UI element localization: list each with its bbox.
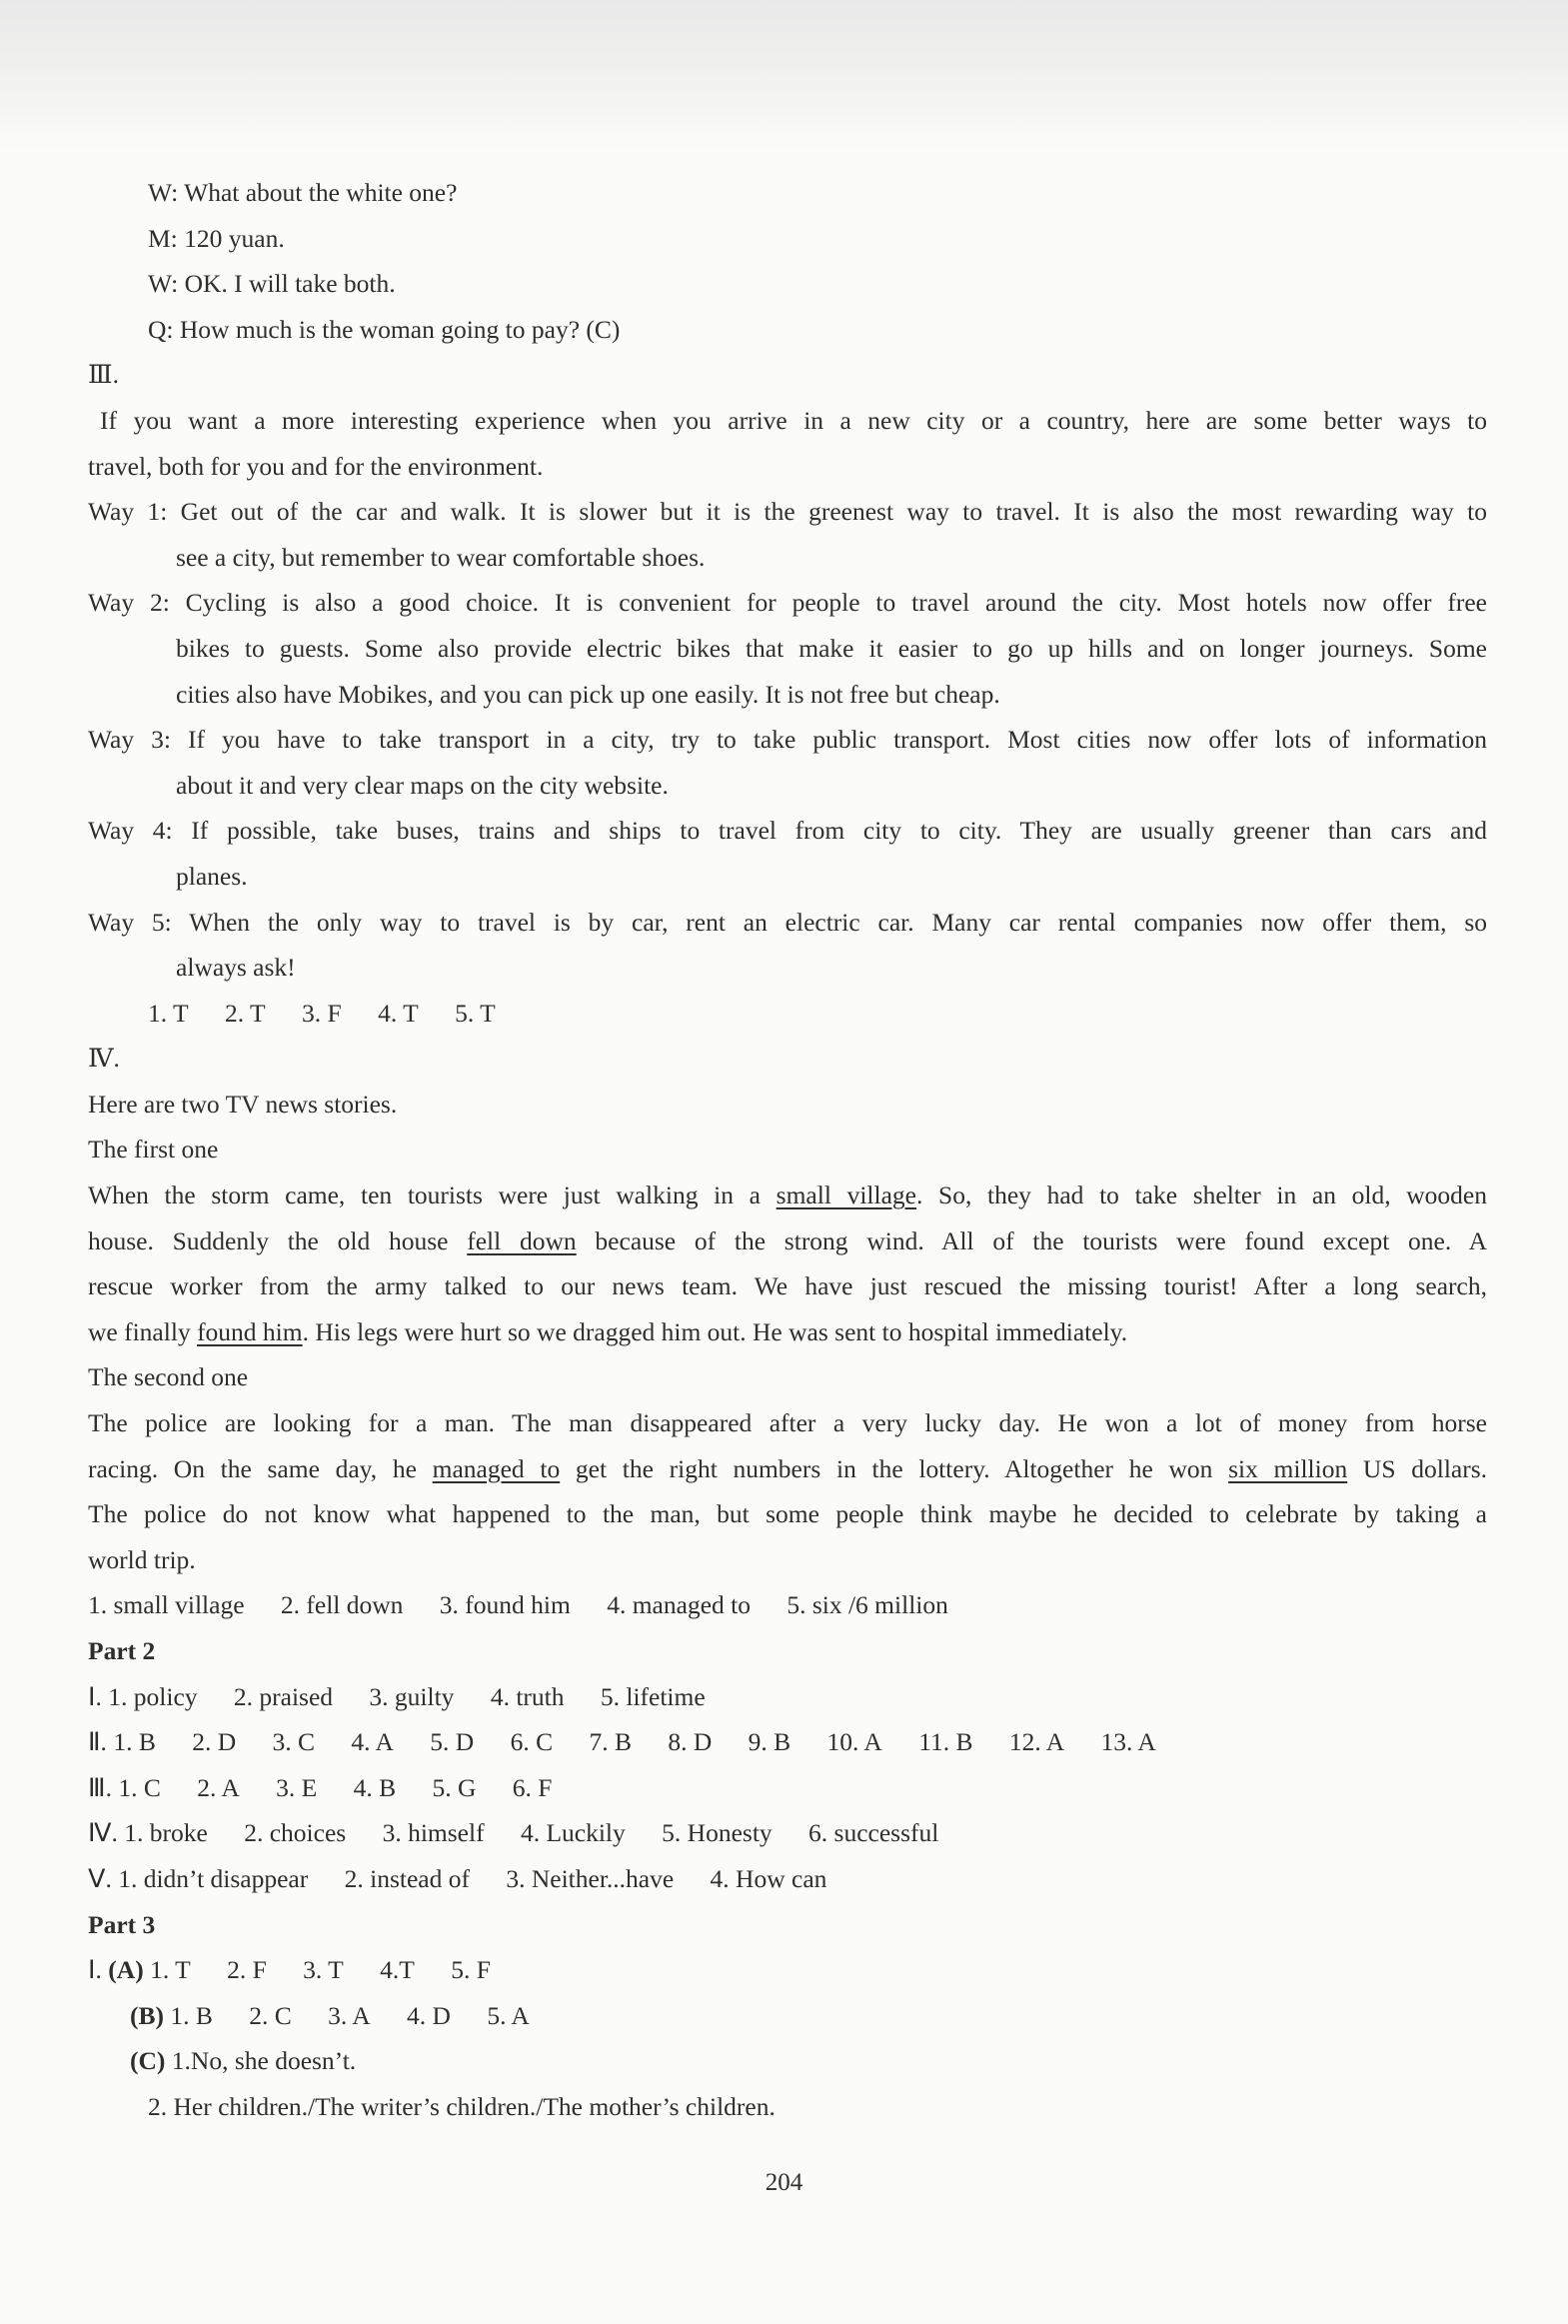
way-4-text: Way 4: If possible, take buses, trains and ships to travel from city to city. They are usually greener than cars and <box>88 816 1487 846</box>
dialog-line: W: OK. I will take both. <box>148 269 396 299</box>
dialog-question: Q: How much is the woman going to pay? (C) <box>148 314 621 344</box>
answer-item: 1. small village <box>88 1590 245 1620</box>
way-5-text: always ask! <box>176 953 296 983</box>
answer-row: Ⅰ. 1. policy 2. praised 3. guilty 4. truth 5. lifetime <box>88 1681 706 1711</box>
way-2-text: cities also have Mobikes, and you can pick up one easily. It is not free but cheap. <box>176 679 1000 709</box>
answer-row: Ⅳ. 1. broke 2. choices 3. himself 4. Luckily 5. Honesty 6. successful <box>88 1818 939 1848</box>
part-title: Part 3 <box>88 1909 156 1939</box>
dialog-line: W: What about the white one? <box>148 178 458 207</box>
page-content <box>88 170 1487 2130</box>
underlined-answer: found him <box>197 1316 303 1346</box>
intro-text: travel, both for you and for the environment. <box>88 451 544 481</box>
story-text: When the storm came, ten tourists were just walking in a small village. So, they had to take shelter in an old, wooden <box>88 1180 1487 1210</box>
answer-row: Ⅲ. 1. C 2. A 3. E 4. B 5. G 6. F <box>88 1772 553 1802</box>
way-2-text: Way 2: Cycling is also a good choice. It is convenient for people to travel around the city. Most hotels now offer free <box>88 588 1487 618</box>
answer-item: 3. found him <box>439 1590 571 1620</box>
answer-row: (B) 1. B 2. C 3. A 4. D 5. A <box>130 2000 530 2030</box>
answer-row <box>88 991 1487 1037</box>
way-3-text: Way 3: If you have to take transport in a city, try to take public transport. Most cities now offer lots of information <box>88 725 1487 755</box>
story-text: we finally found him. His legs were hurt so we dragged him out. He was sent to hospital immediately. <box>88 1316 1128 1346</box>
answer-item: 5. six /6 million <box>786 1590 948 1620</box>
way-2-text: bikes to guests. Some also provide electric bikes that make it easier to go up hills and on longer journeys. Some <box>176 633 1487 663</box>
section-heading-3: Ⅲ. <box>88 360 119 390</box>
underlined-answer: six million <box>1228 1453 1348 1483</box>
answer-row: Ⅱ. 1. B 2. D 3. C 4. A 5. D 6. C 7. B 8. D 9. B 10. A 11. B 12. A 13. A <box>88 1727 1156 1757</box>
story-text: The police are looking for a man. The man disappeared after a very lucky day. He won a lot of money from horse <box>88 1408 1487 1438</box>
answer-row: Ⅴ. 1. didn’t disappear 2. instead of 3. Neither...have 4. How can <box>88 1863 827 1893</box>
way-1-text: Way 1: Get out of the car and walk. It is slower but it is the greenest way to travel. It is also the most rewarding way to <box>88 497 1487 527</box>
dialog-line: M: 120 yuan. <box>148 223 285 253</box>
answer-item: 1. T <box>148 998 189 1028</box>
story-text: world trip. <box>88 1544 196 1574</box>
section-heading-4: Ⅳ. <box>88 1044 120 1074</box>
story-text: The police do not know what happened to the man, but some people think maybe he decided to celebrate by taking a <box>88 1499 1487 1529</box>
answer-item: 4. T <box>378 998 419 1028</box>
answer-item: 3. F <box>302 998 342 1028</box>
way-3-text: about it and very clear maps on the city website. <box>176 770 669 800</box>
story-text: house. Suddenly the old house fell down because of the strong wind. All of the tourists were found except one. A <box>88 1225 1488 1255</box>
answer-row <box>88 1582 1487 1628</box>
part-title: Part 2 <box>88 1636 156 1665</box>
answer-row: 2. Her children./The writer’s children./The mother’s children. <box>148 2091 776 2121</box>
underlined-answer: small village <box>776 1180 916 1210</box>
story-title: The first one <box>88 1135 219 1164</box>
story-text: racing. On the same day, he managed to get the right numbers in the lottery. Altogether he won six million US dollars. <box>88 1453 1488 1483</box>
story-intro: Here are two TV news stories. <box>88 1089 398 1119</box>
story-title: The second one <box>88 1362 249 1392</box>
way-5-text: Way 5: When the only way to travel is by car, rent an electric car. Many car rental companies now offer them, so <box>88 907 1487 937</box>
answer-item: 2. fell down <box>280 1590 404 1620</box>
page-number: 204 <box>765 2169 803 2196</box>
answer-item: 4. managed to <box>607 1590 751 1620</box>
underlined-answer: fell down <box>467 1225 577 1255</box>
answer-row: (C) 1.No, she doesn’t. <box>130 2046 357 2076</box>
answer-row: Ⅰ. (A) 1. T 2. F 3. T 4.T 5. F <box>88 1955 491 1985</box>
underlined-answer: managed to <box>432 1453 561 1483</box>
story-text: rescue worker from the army talked to our news team. We have just rescued the missing tourist! After a long search, <box>88 1271 1487 1301</box>
answer-item: 5. T <box>455 998 496 1028</box>
answer-item: 2. T <box>225 998 266 1028</box>
scan-header-band <box>0 0 1568 150</box>
way-1-text: see a city, but remember to wear comfortable shoes. <box>176 542 706 572</box>
way-4-text: planes. <box>176 861 248 891</box>
intro-text: If you want a more interesting experience when you arrive in a new city or a country, here are some better ways to <box>100 405 1487 435</box>
